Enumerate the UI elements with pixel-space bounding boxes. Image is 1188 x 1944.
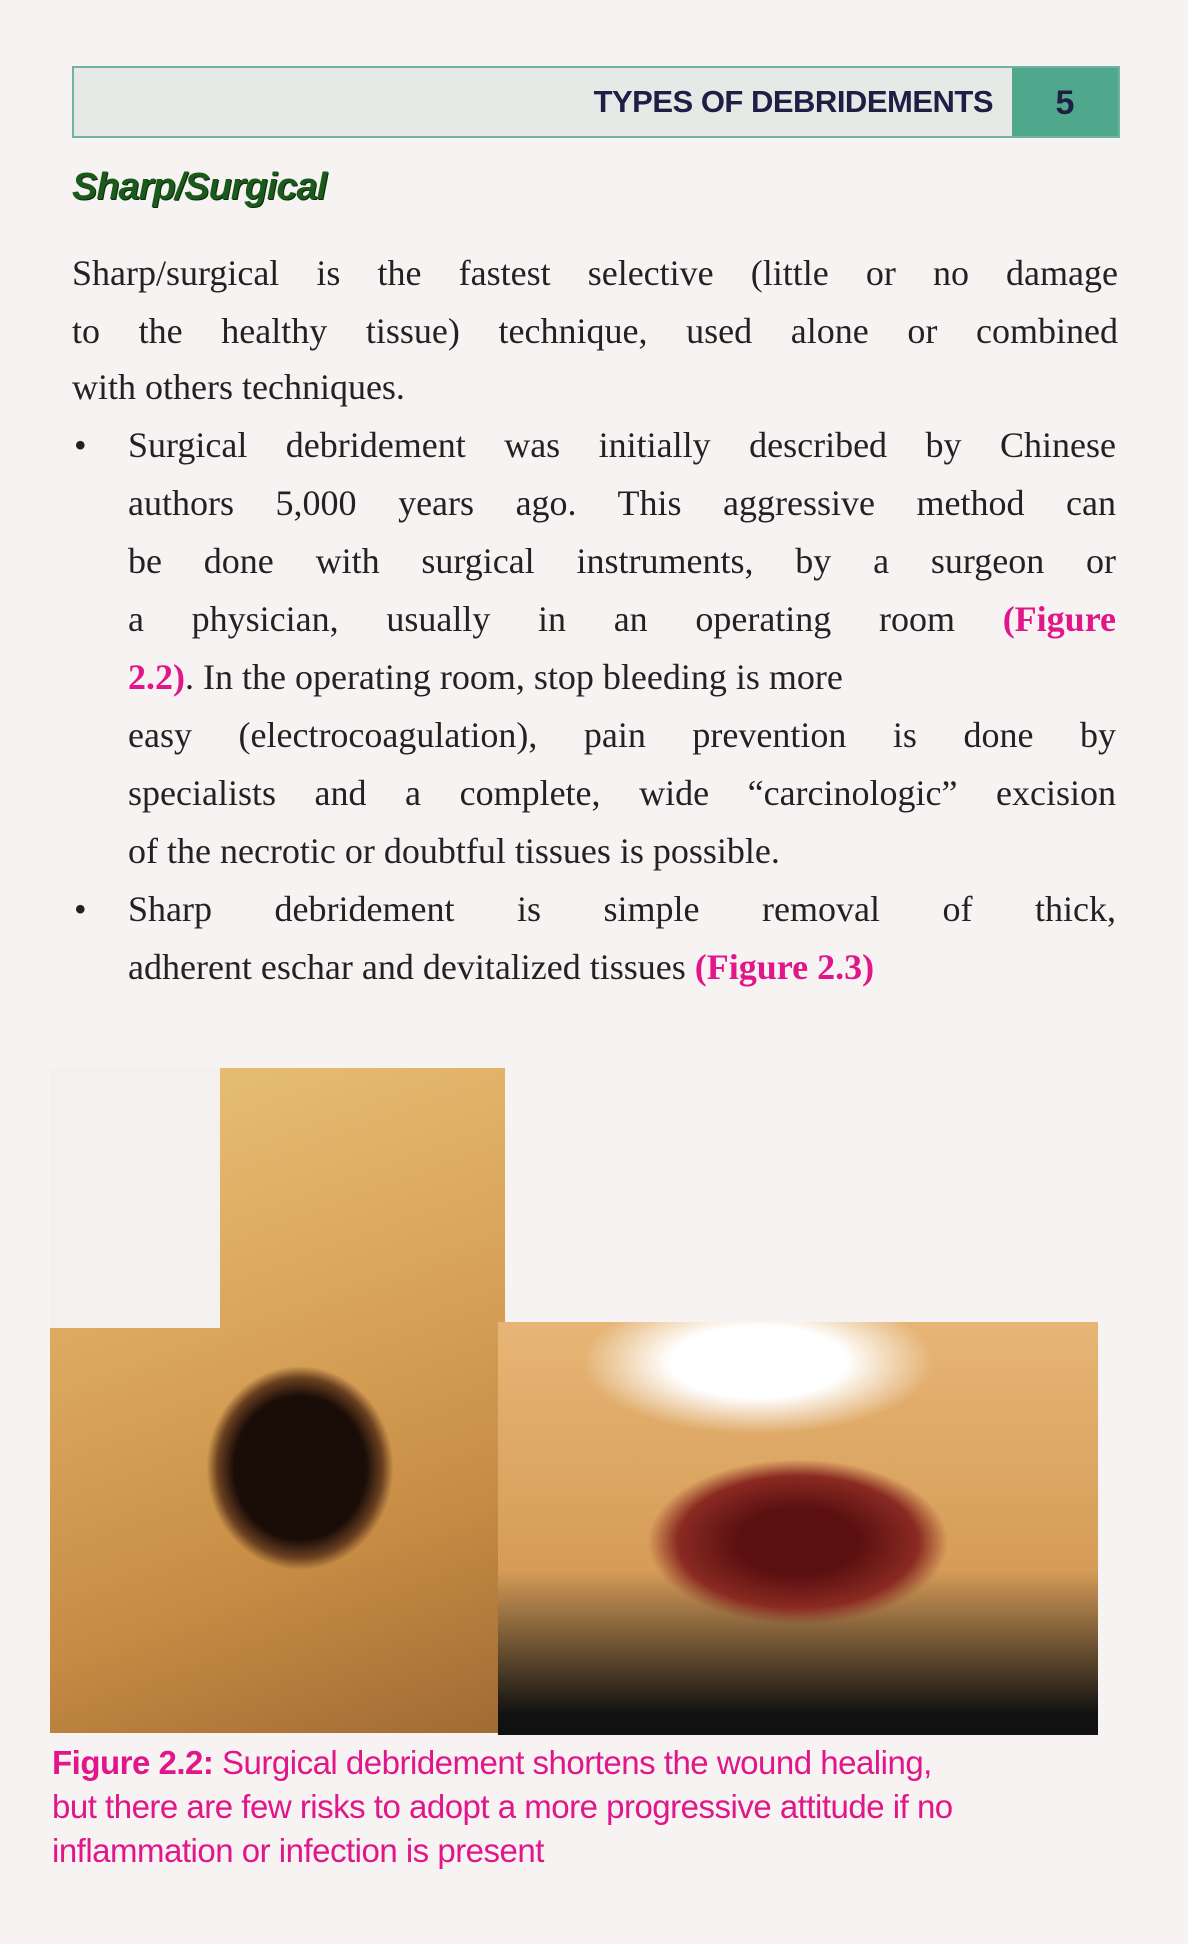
figure-caption-line: but there are few risks to adopt a more progressive attitude if no: [52, 1788, 953, 1825]
chapter-title: TYPES OF DEBRIDEMENTS: [593, 84, 993, 119]
figure-link[interactable]: 2.2): [128, 657, 185, 697]
figure-link[interactable]: (Figure: [1002, 599, 1116, 639]
bullet1-line: be done with surgical instruments, by a surgeon or: [128, 541, 1116, 581]
bullet2-line: Sharp debridement is simple removal of thick,: [128, 889, 1116, 929]
intro-line: to the healthy tissue) technique, used alone or combined: [72, 311, 1118, 351]
bullet2-line: [128, 946, 1116, 988]
wound-photo-after: [498, 1322, 1098, 1735]
figure-label: Figure 2.2:: [52, 1744, 214, 1781]
text: . In the operating room, stop bleeding is more: [185, 657, 843, 697]
running-header: [72, 66, 1120, 138]
bullet1-line: easy (electrocoagulation), pain prevention is done by: [128, 715, 1116, 755]
bullet-marker: •: [74, 425, 87, 465]
page-number: 5: [1012, 68, 1118, 136]
text: Surgical debridement shortens the wound healing,: [213, 1744, 932, 1781]
bullet1-line: [128, 598, 1116, 640]
text: a physician, usually in an operating room: [128, 599, 955, 639]
bullet1-line: authors 5,000 years ago. This aggressive method can: [128, 483, 1116, 523]
bullet1-line: of the necrotic or doubtful tissues is possible.: [128, 831, 780, 871]
wound-photo-before: [50, 1068, 505, 1733]
bullet1-line: [128, 656, 1116, 698]
figure-caption-line: inflammation or infection is present: [52, 1832, 544, 1869]
photo-background: [50, 1068, 220, 1328]
figure-link[interactable]: (Figure 2.3): [694, 947, 875, 987]
intro-line: with others techniques.: [72, 367, 405, 407]
text: adherent eschar and devitalized tissues: [128, 947, 695, 987]
figure-caption-line: [52, 1744, 932, 1782]
bullet1-line: Surgical debridement was initially described by Chinese: [128, 425, 1116, 465]
bullet-marker: •: [74, 889, 87, 929]
intro-line: Sharp/surgical is the fastest selective (little or no damage: [72, 253, 1118, 293]
section-heading: Sharp/Surgical: [72, 166, 327, 208]
bullet1-line: specialists and a complete, wide “carcinologic” excision: [128, 773, 1116, 813]
